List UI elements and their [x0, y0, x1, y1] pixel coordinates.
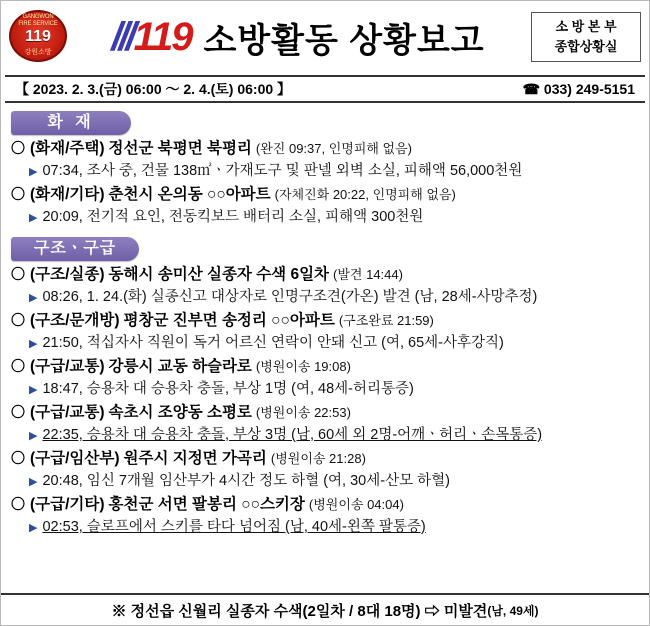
entry-note: (발견 14:44)	[333, 267, 403, 282]
entry-place: 정선군 북평면 북평리	[108, 140, 252, 157]
list-item-detail	[29, 470, 643, 493]
entry-detail-text: 02:53, 슬로프에서 스키를 타다 넘어짐 (남, 40세-왼쪽 팔통증)	[42, 519, 426, 535]
period-text: 【 2023. 2. 3.(금) 06:00 ～ 2. 4.(토) 06:00 】	[15, 81, 292, 97]
gangwon-fire-emblem-icon	[7, 7, 71, 67]
entry-note: (병원이송 04:04)	[308, 497, 404, 512]
phone-icon: ☎	[522, 80, 541, 97]
emblem-center-text: 119	[25, 28, 51, 45]
list-item	[11, 263, 643, 286]
triangle-bullet-icon: ▶	[29, 476, 38, 488]
entry-place: 강릉시 교동 하슬라로	[108, 358, 252, 375]
entry-category: (구급/교통)	[30, 404, 105, 421]
list-item	[11, 493, 643, 516]
circle-bullet-icon: 〇	[11, 496, 25, 512]
list-item	[11, 137, 643, 160]
list-item-detail	[29, 424, 643, 447]
fire-entries	[1, 137, 649, 229]
list-item	[11, 309, 643, 332]
entry-detail-text: 21:50, 적십자사 직원이 독거 어르신 연락이 안돼 신고 (여, 65세-사후강직)	[42, 335, 504, 351]
entry-category: (구조/실종)	[30, 266, 105, 283]
entry-detail-text: 18:47, 승용차 대 승용차 충돌, 부상 1명 (여, 48세-허리통증)	[42, 381, 414, 397]
circle-bullet-icon: 〇	[11, 404, 25, 420]
footer-suffix-text: (남, 49세)	[487, 603, 539, 618]
circle-bullet-icon: 〇	[11, 450, 25, 466]
entry-note: (완진 09:37, 인명피해 없음)	[255, 141, 413, 156]
triangle-bullet-icon: ▶	[29, 292, 38, 304]
logo-119	[111, 15, 195, 60]
page-title: 소방활동 상황보고	[203, 21, 485, 60]
circle-bullet-icon: 〇	[11, 140, 25, 156]
list-item	[11, 401, 643, 424]
phone-number: 033) 249-5151	[543, 80, 635, 97]
entry-note: (병원이송 22:53)	[255, 405, 351, 420]
entry-category: (화재/주택)	[30, 140, 105, 157]
rescue-entries	[1, 263, 649, 539]
entry-note: (병원이송 21:28)	[270, 451, 366, 466]
report-header	[1, 1, 649, 73]
entry-place: 춘천시 온의동 ○○아파트	[108, 186, 271, 203]
list-item-detail	[29, 332, 643, 355]
entry-place: 홍천군 서면 팔봉리 ○○스키장	[108, 496, 305, 513]
footer-note	[1, 593, 649, 625]
entry-detail-text: 20:48, 임신 7개월 임산부가 4시간 정도 하혈 (여, 30세-산모 하혈)	[42, 473, 450, 489]
entry-place: 속초시 조양동 소평로	[108, 404, 252, 421]
entry-note: (병원이송 19:08)	[255, 359, 351, 374]
entry-place: 원주시 지정면 가곡리	[123, 450, 267, 467]
triangle-bullet-icon: ▶	[29, 430, 38, 442]
entry-detail-text: 08:26, 1. 24.(화) 실종신고 대상자로 인명구조견(가온) 발견 (남, 28세-사망추정)	[42, 289, 538, 305]
title-area	[65, 13, 531, 62]
section-heading-rescue: 구조ㆍ구급	[11, 237, 139, 261]
entry-detail-text: 22:35, 승용차 대 승용차 충돌, 부상 3명 (남, 60세 외 2명-어깨ㆍ허리ㆍ손목통증)	[42, 427, 543, 443]
entry-category: (화재/기타)	[30, 186, 105, 203]
circle-bullet-icon: 〇	[11, 312, 25, 328]
list-item-detail	[29, 286, 643, 309]
triangle-bullet-icon: ▶	[29, 212, 38, 224]
entry-detail-text: 07:34, 조사 중, 건물 138㎡ㆍ가재도구 및 판넬 외벽 소실, 피해액 56,000천원	[42, 163, 523, 179]
entry-place: 평창군 진부면 송정리 ○○아파트	[123, 312, 335, 329]
circle-bullet-icon: 〇	[11, 186, 25, 202]
hq-line-2: 종합상황실	[554, 39, 618, 54]
entry-note: (구조완료 21:59)	[338, 313, 434, 328]
entry-place: 동해시 송미산 실종자 수색 6일차	[108, 266, 330, 283]
section-heading-fire: 화 재	[11, 111, 131, 135]
list-item	[11, 183, 643, 206]
logo-slash-icon: ///	[111, 14, 133, 59]
footer-main-text: ※ 정선읍 신월리 실종자 수색(2일차 / 8대 18명) ⇨ 미발견	[111, 602, 488, 620]
triangle-bullet-icon: ▶	[29, 166, 38, 178]
list-item	[11, 447, 643, 470]
emblem-top-text: GANGWON FIRE SERVICE	[18, 14, 58, 27]
circle-bullet-icon: 〇	[11, 358, 25, 374]
headquarters-box	[531, 12, 641, 62]
triangle-bullet-icon: ▶	[29, 384, 38, 396]
triangle-bullet-icon: ▶	[29, 522, 38, 534]
contact-phone	[523, 81, 635, 98]
entry-detail-text: 20:09, 전기적 요인, 전동킥보드 배터리 소실, 피해액 300천원	[42, 209, 424, 225]
hq-line-1: 소 방 본 부	[555, 19, 617, 34]
entry-category: (구급/기타)	[30, 496, 105, 513]
circle-bullet-icon: 〇	[11, 266, 25, 282]
triangle-bullet-icon: ▶	[29, 338, 38, 350]
list-item-detail	[29, 516, 643, 539]
entry-category: (구급/교통)	[30, 358, 105, 375]
list-item-detail	[29, 206, 643, 229]
period-bar	[5, 75, 645, 103]
logo-number: 119	[133, 14, 192, 59]
list-item	[11, 355, 643, 378]
entry-note: (자체진화 20:22, 인명피해 없음)	[274, 187, 456, 202]
list-item-detail	[29, 378, 643, 401]
emblem-bottom-text: 강원소방	[24, 49, 52, 56]
list-item-detail	[29, 160, 643, 183]
entry-category: (구조/문개방)	[30, 312, 120, 329]
entry-category: (구급/임산부)	[30, 450, 120, 467]
